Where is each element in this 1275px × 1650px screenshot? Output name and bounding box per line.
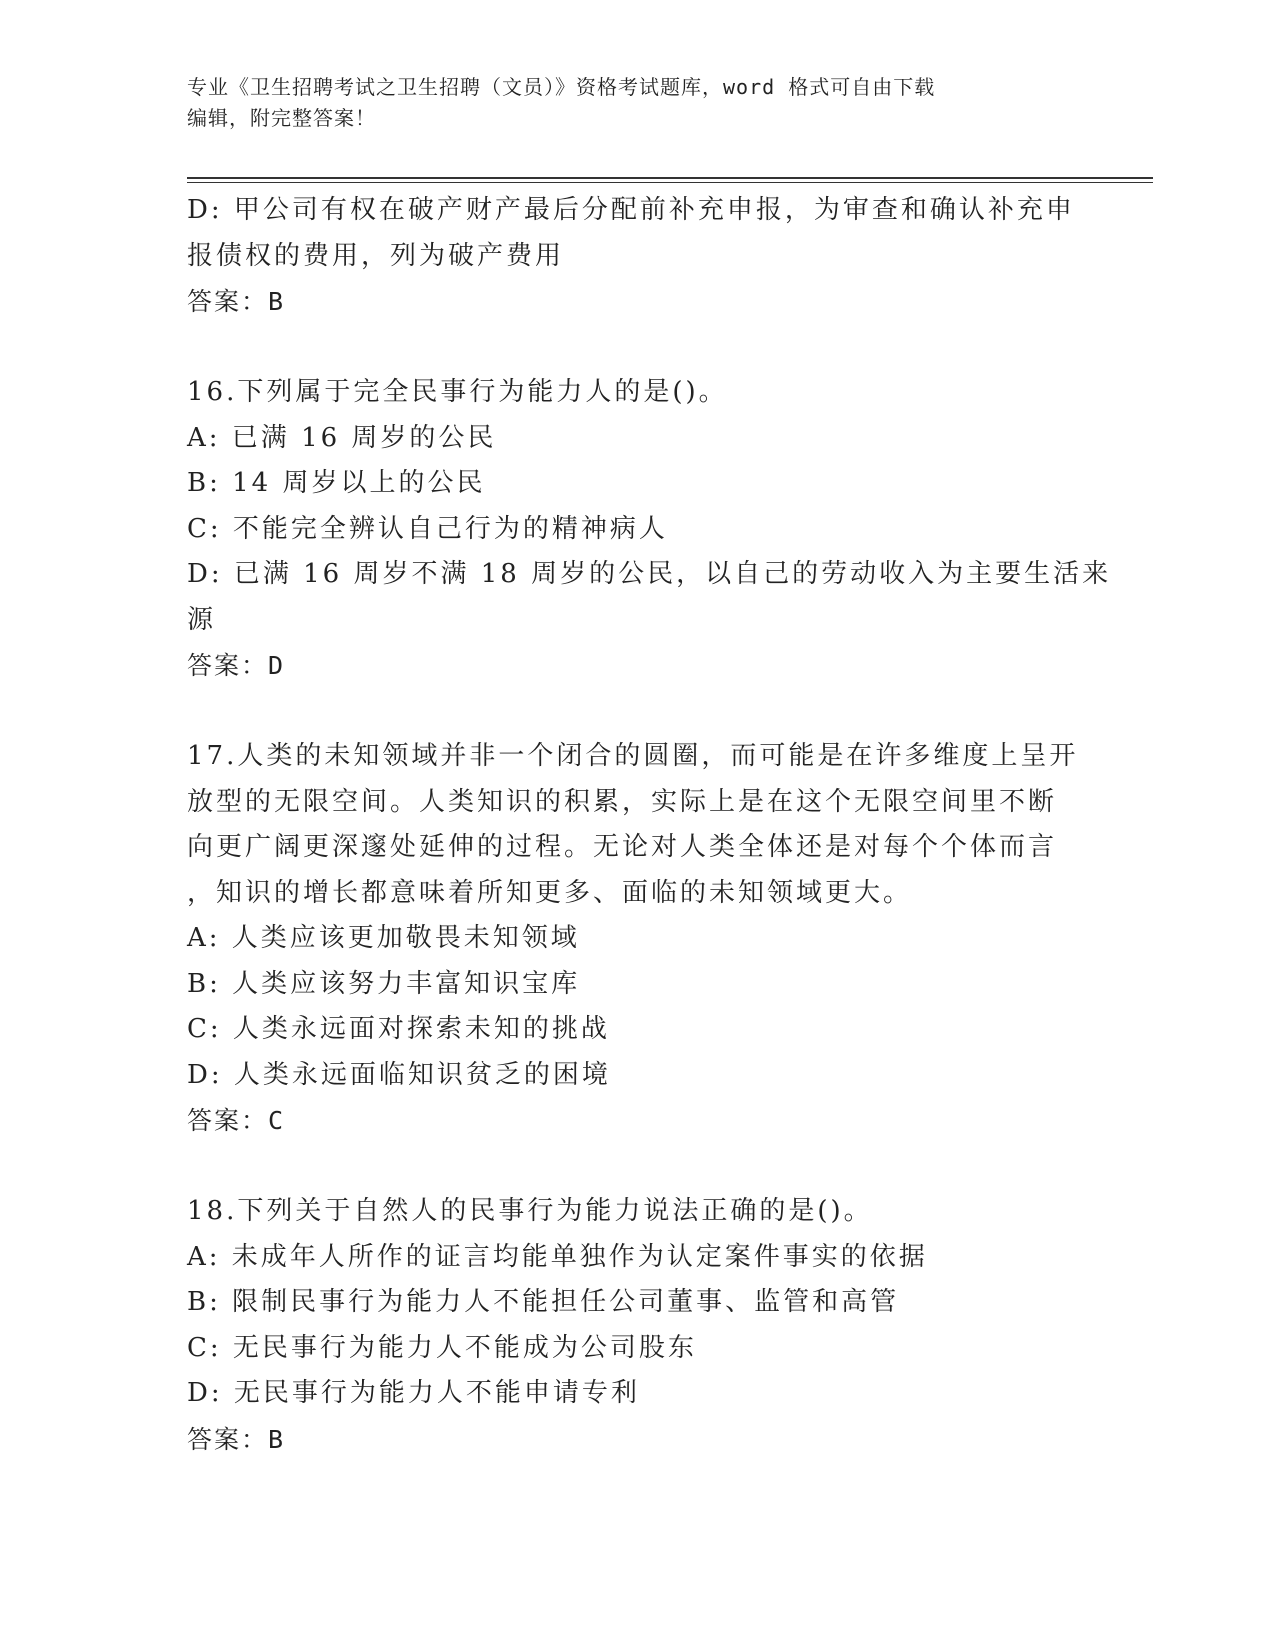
option-a: A: 人类应该更加敬畏未知领域	[187, 923, 580, 953]
answer-value: B	[268, 1424, 284, 1454]
answer-line	[187, 1098, 1087, 1144]
question-stem-line-3: 向更广阔更深邃处延伸的过程。无论对人类全体还是对每个个体而言	[187, 832, 1058, 862]
answer-label: 答案：	[187, 287, 269, 316]
question-stem-line-1: 17.人类的未知领域并非一个闭合的圆圈，而可能是在许多维度上呈开	[187, 741, 1079, 771]
option-a: A: 未成年人所作的证言均能单独作为认定案件事实的依据	[187, 1241, 928, 1272]
question-stem-line-2: 放型的无限空间。人类知识的积累，实际上是在这个无限空间里不断	[187, 786, 1058, 817]
option-c: C: 不能完全辨认自己行为的精神病人	[187, 513, 668, 544]
option-b: B: 14 周岁以上的公民	[187, 468, 486, 498]
question-15-tail	[187, 188, 1087, 325]
question-17	[187, 734, 1087, 1144]
option-a: A: 已满 16 周岁的公民	[187, 422, 497, 453]
header-line-2: 编辑，附完整答案！	[187, 106, 376, 130]
question-stem: 16.下列属于完全民事行为能力人的是()。	[187, 377, 728, 407]
question-stem-line-4: ，知识的增长都意味着所知更多、面临的未知领域更大。	[187, 877, 913, 908]
option-d: D: 无民事行为能力人不能申请专利	[187, 1378, 640, 1408]
answer-line	[187, 1417, 1087, 1463]
question-list	[187, 188, 1112, 1462]
question-18	[187, 1189, 1087, 1462]
option-b: B: 人类应该努力丰富知识宝库	[187, 968, 581, 999]
header-divider-thick	[187, 177, 1153, 179]
question-16	[187, 370, 1112, 689]
answer-label: 答案：	[187, 1424, 269, 1454]
answer-value: C	[268, 1106, 284, 1135]
option-c: C: 无民事行为能力人不能成为公司股东	[187, 1332, 697, 1363]
spacer	[187, 325, 1087, 371]
answer-line	[187, 643, 1087, 689]
spacer	[187, 689, 1087, 735]
answer-label: 答案：	[187, 651, 269, 680]
option-d-line-1: D: 甲公司有权在破产财产最后分配前补充申报，为审查和确认补充申	[187, 195, 1075, 225]
answer-label: 答案：	[187, 1106, 269, 1135]
option-d-line-1: D: 已满 16 周岁不满 18 周岁的公民，以自己的劳动收入为主要生活来	[187, 559, 1112, 589]
document-header	[187, 72, 1067, 134]
header-divider-thin	[187, 182, 1153, 183]
option-d-line-2: 源	[187, 604, 217, 635]
header-line-1: 专业《卫生招聘考试之卫生招聘（文员）》资格考试题库，word 格式可自由下载	[187, 75, 936, 99]
option-d: D: 人类永远面临知识贫乏的困境	[187, 1059, 611, 1090]
option-b: B: 限制民事行为能力人不能担任公司董事、监管和高管	[187, 1287, 900, 1317]
answer-value: B	[268, 287, 284, 316]
option-c: C: 人类永远面对探索未知的挑战	[187, 1014, 610, 1044]
spacer	[187, 1144, 1087, 1190]
answer-value: D	[268, 651, 284, 680]
option-d-line-2: 报债权的费用，列为破产费用	[187, 240, 565, 271]
answer-line	[187, 279, 1087, 325]
question-stem: 18.下列关于自然人的民事行为能力说法正确的是()。	[187, 1196, 873, 1226]
